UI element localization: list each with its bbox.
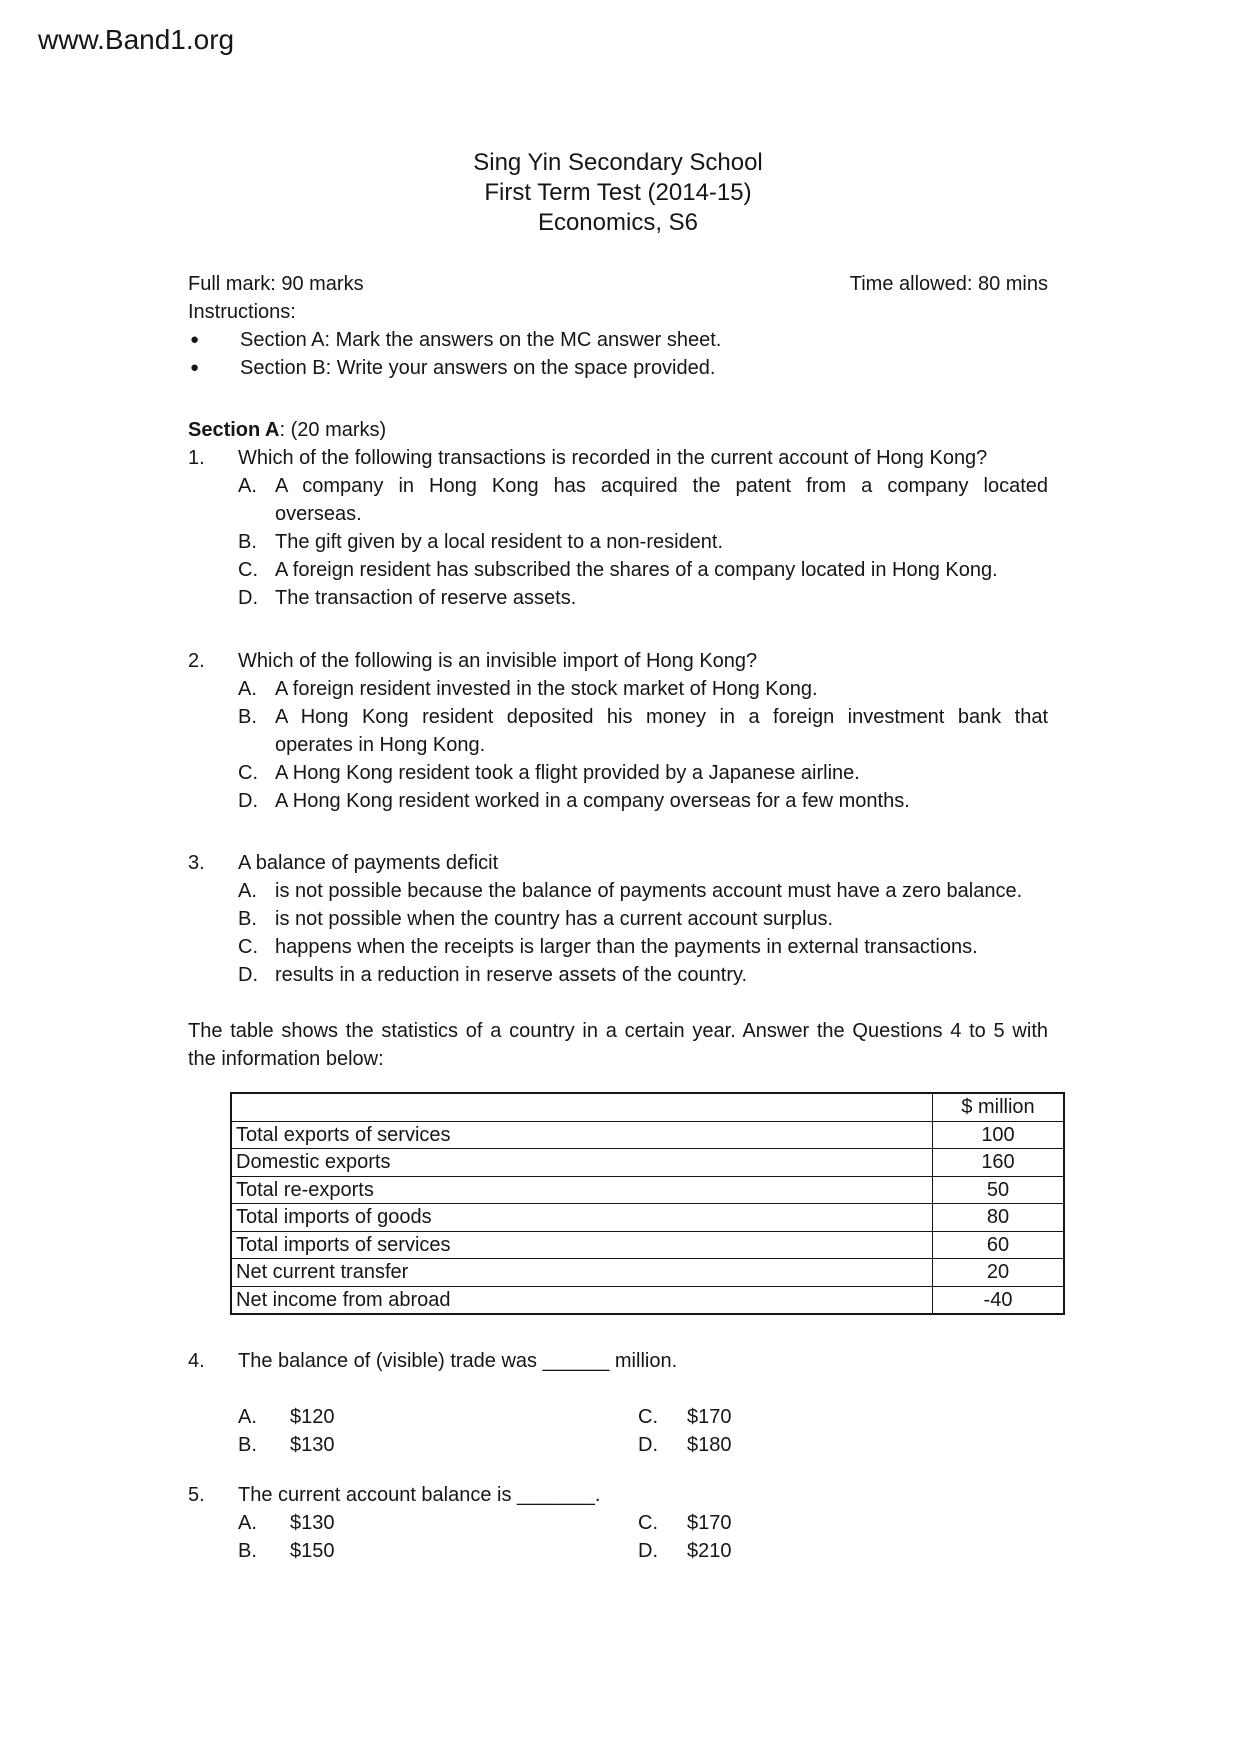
instruction-text: Section B: Write your answers on the space provided. [240,357,716,379]
school-name: Sing Yin Secondary School [473,149,763,176]
row-value: 50 [933,1176,1065,1204]
option-text: happens when the receipts is larger than the payments in external transactions. [275,936,978,958]
table-intro-paragraph: The table shows the statistics of a country in a certain year. Answer the Questions 4 to 5 with the information below: [188,1020,1048,1070]
option-letter: D. [638,1540,658,1562]
option-letter: B. [238,908,257,930]
instructions-label: Instructions: [188,301,296,323]
question-number: 2. [188,650,205,672]
question-text: Which of the following transactions is recorded in the current account of Hong Kong? [238,447,988,469]
full-mark-label: Full mark: 90 marks [188,273,364,295]
option-text: A foreign resident has subscribed the shares of a company located in Hong Kong. [275,559,998,581]
table-row [231,1149,1064,1177]
option-a [238,675,1048,703]
option-letter: B. [238,1540,257,1562]
row-value: 80 [933,1204,1065,1232]
document-body [188,148,1048,1565]
option-text: A company in Hong Kong has acquired the patent from a company located overseas. [275,475,1048,525]
option-text: A Hong Kong resident took a flight provided by a Japanese airline. [275,762,860,784]
option-value: $120 [290,1406,335,1428]
question-number: 5. [188,1484,205,1506]
question-4 [188,1347,1048,1459]
option-value: $210 [687,1540,732,1562]
option-text: is not possible because the balance of payments account must have a zero balance. [275,880,1023,902]
section-a-title: Section A [188,419,280,441]
row-value: 160 [933,1149,1065,1177]
row-label: Domestic exports [231,1149,933,1177]
section-a-heading [188,416,1048,444]
question-2 [188,647,1048,815]
option-letter: A. [238,678,257,700]
option-letter: A. [238,1512,257,1534]
statistics-table [230,1092,1065,1315]
option-letter: B. [238,531,257,553]
mc-options-row [238,1537,1048,1565]
row-value: 20 [933,1259,1065,1287]
bullet-icon: ● [190,359,200,376]
mc-options-row [238,1403,1048,1431]
option-letter: A. [238,475,257,497]
option-d [238,584,1048,612]
answer-blank: ______ [542,1350,610,1372]
section-a-marks: : (20 marks) [279,419,387,441]
table-row [231,1286,1064,1314]
option-c [238,759,1048,787]
option-value: $170 [687,1512,732,1534]
question-number: 4. [188,1350,205,1372]
table-header-row [231,1093,1064,1121]
table-header-value-cell: $ million [933,1093,1065,1121]
mc-options-row [238,1509,1048,1537]
instruction-item [188,326,1048,354]
option-a [238,877,1048,905]
option-letter: B. [238,1434,257,1456]
option-letter: D. [638,1434,658,1456]
option-b [238,905,1048,933]
time-allowed-label: Time allowed: 80 mins [849,273,1048,295]
option-value: $130 [290,1512,335,1534]
table-row [231,1176,1064,1204]
exam-meta-row [188,270,1048,298]
row-value: 100 [933,1121,1065,1149]
table-header-label-cell [231,1093,933,1121]
option-a [238,472,1048,528]
table-row [231,1231,1064,1259]
option-d [238,787,1048,815]
question-5 [188,1481,1048,1565]
row-value: -40 [933,1286,1065,1314]
option-value: $150 [290,1540,335,1562]
option-text: results in a reduction in reserve assets of the country. [275,964,748,986]
option-text: A foreign resident invested in the stock market of Hong Kong. [275,678,818,700]
question-text: The balance of (visible) trade was ______ million. [238,1350,678,1372]
table-row [231,1259,1064,1287]
mc-options-row [238,1431,1048,1459]
row-label: Net current transfer [231,1259,933,1287]
option-letter: D. [238,587,258,609]
option-d [238,961,1048,989]
row-label: Total imports of services [231,1231,933,1259]
option-letter: C. [238,936,258,958]
option-value: $180 [687,1434,732,1456]
option-text: The gift given by a local resident to a non-resident. [275,531,724,553]
table-row [231,1204,1064,1232]
option-letter: B. [238,706,257,728]
option-c [238,933,1048,961]
question-3 [188,849,1048,989]
instruction-text: Section A: Mark the answers on the MC answer sheet. [240,329,722,351]
option-value: $170 [687,1406,732,1428]
option-letter: D. [238,964,258,986]
option-letter: C. [638,1406,658,1428]
option-text: is not possible when the country has a current account surplus. [275,908,834,930]
option-letter: C. [238,762,258,784]
question-text: A balance of payments deficit [238,852,499,874]
option-b [238,703,1048,759]
option-letter: D. [238,790,258,812]
row-value: 60 [933,1231,1065,1259]
option-letter: C. [638,1512,658,1534]
subject-name: Economics, S6 [537,209,699,236]
question-number: 1. [188,447,205,469]
instruction-item [188,354,1048,382]
question-1 [188,444,1048,612]
document-title-block [188,148,1048,238]
option-b [238,528,1048,556]
option-text: A Hong Kong resident worked in a company overseas for a few months. [275,790,910,812]
question-text: The current account balance is _______. [238,1484,601,1506]
test-name: First Term Test (2014-15) [484,179,752,206]
row-label: Net income from abroad [231,1286,933,1314]
row-label: Total exports of services [231,1121,933,1149]
bullet-icon: ● [190,331,200,348]
option-text: The transaction of reserve assets. [275,587,577,609]
option-c [238,556,1048,584]
option-letter: C. [238,559,258,581]
question-text: Which of the following is an invisible import of Hong Kong? [238,650,758,672]
question-number: 3. [188,852,205,874]
row-label: Total imports of goods [231,1204,933,1232]
watermark-url: www.Band1.org [38,24,235,55]
option-letter: A. [238,880,257,902]
option-value: $130 [290,1434,335,1456]
option-text: A Hong Kong resident deposited his money in a foreign investment bank that operates in Hong Kong. [275,706,1048,756]
option-letter: A. [238,1406,257,1428]
row-label: Total re-exports [231,1176,933,1204]
table-row [231,1121,1064,1149]
answer-blank: _______ [517,1484,595,1506]
